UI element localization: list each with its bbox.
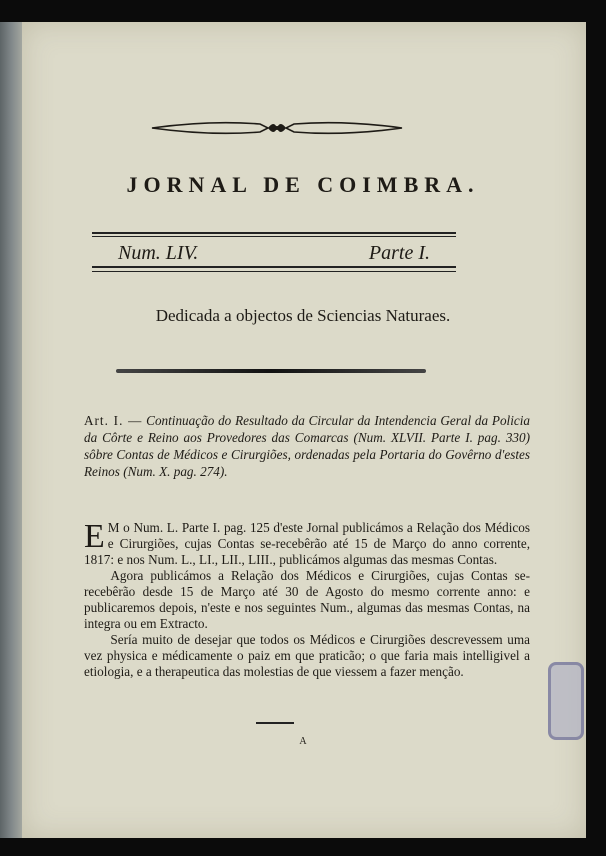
- journal-title: JORNAL DE COIMBRA.: [126, 172, 480, 197]
- end-rule: [256, 722, 294, 724]
- article-body: [84, 520, 530, 680]
- page-stain: [548, 662, 584, 740]
- paragraph-2: Agora publicámos a Relação dos Médicos e Cirurgiões, cujas Contas se-recebêrão desde 15 de Março até 30 de Agosto do mesmo corrente anno: e publicaremos depois, n'este e nos seguintes Num., algumas das mesmas Contas, na integra ou em Extracto.: [84, 568, 530, 631]
- issue-part: Parte I.: [368, 242, 430, 264]
- article-heading: [84, 412, 530, 480]
- signature-mark: A: [299, 736, 307, 747]
- issue-number: Num. LIV.: [118, 242, 199, 264]
- article-label: Art. I. —: [84, 413, 143, 428]
- paragraph-1: [84, 520, 530, 568]
- issue-rule-bottom: [92, 266, 456, 268]
- issue-rule-bottom-thin: [92, 271, 456, 272]
- ornament-divider-icon: [150, 118, 404, 138]
- paragraph-3: Sería muito de desejar que todos os Médicos e Cirurgiões descrevessem uma vez physica e médicamente o paiz em que praticão; o que faria mais intelligivel a etiologia, e a therapeutica das molestias de que viessem a fazer menção.: [84, 632, 530, 679]
- title-rule-top-thin: [92, 236, 456, 237]
- book-spine-edge: [0, 22, 24, 838]
- dedication-line: Dedicada a objectos de Sciencias Naturaes.: [155, 306, 451, 325]
- article-title: Continuação do Resultado da Circular da Intendencia Geral da Policia da Côrte e Reino aos Provedores das Comarcas (Num. XLVII. Parte I. pag. 330) sôbre Contas de Médicos e Cirurgiões, ordenadas pela Portaria do Govêrno d'estes Reinos (Num. X. pag. 274).: [84, 413, 530, 479]
- issue-line: [118, 242, 430, 265]
- title-rule-top: [92, 232, 456, 234]
- section-rule: [116, 369, 426, 373]
- drop-cap: E: [84, 518, 105, 555]
- paragraph-1-text: M o Num. L. Parte I. pag. 125 d'este Jornal publicámos a Relação dos Médicos e Cirurgiões, cujas Contas se-recebêrão até 15 de Março do anno corrente, 1817: e nos Num. L., LI., LII., LIII., publicámos algumas das mesmas Contas.: [84, 520, 530, 567]
